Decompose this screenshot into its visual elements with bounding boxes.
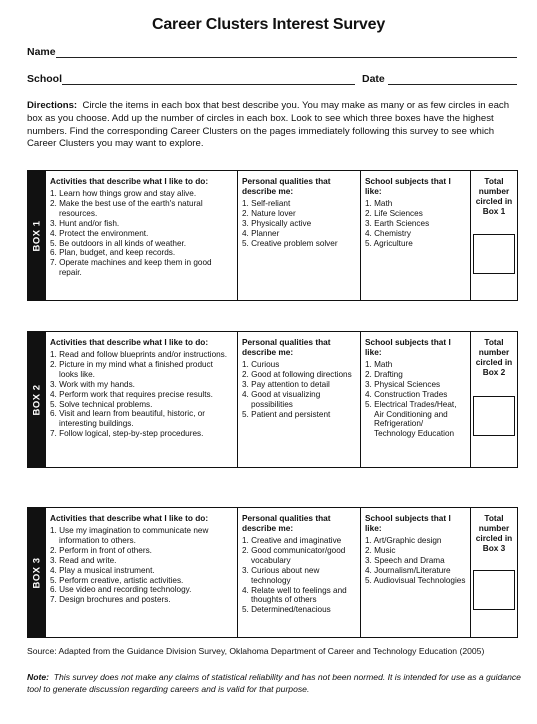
directions bbox=[27, 100, 517, 151]
subject-item[interactable]: 5. Agriculture bbox=[365, 238, 413, 248]
box-side-tab bbox=[28, 508, 45, 637]
activity-item[interactable]: 1. Read and follow blueprints and/or instructions. bbox=[50, 350, 228, 359]
quality-item[interactable]: 4. Good at visualizing possibilities bbox=[242, 389, 321, 409]
quality-item[interactable]: 3. Pay attention to detail bbox=[242, 379, 330, 389]
subject-item[interactable]: 1. Math bbox=[365, 199, 393, 208]
activity-item[interactable]: 3. Hunt and/or fish. bbox=[50, 218, 120, 228]
subjects-column bbox=[360, 171, 470, 300]
subject-item[interactable]: 1. Math bbox=[365, 360, 393, 369]
qualities-header: Personal qualities that describe me: bbox=[242, 337, 331, 357]
activity-item[interactable]: 2. Perform in front of others. bbox=[50, 545, 152, 555]
survey-box-2 bbox=[27, 331, 518, 468]
subject-item[interactable]: 5. Electrical Trades/Heat, Air Conditioning and Refrigeration/ Technology Education bbox=[365, 399, 457, 439]
activities-header: Activities that describe what I like to do: bbox=[50, 176, 209, 186]
note-label: Note: bbox=[27, 672, 49, 682]
date-field[interactable] bbox=[388, 84, 517, 85]
subjects-header: School subjects that I like: bbox=[365, 337, 451, 357]
activity-item[interactable]: 2. Picture in my mind what a finished product looks like. bbox=[50, 359, 213, 379]
name-label: Name bbox=[27, 46, 56, 58]
survey-title: Career Clusters Interest Survey bbox=[151, 16, 386, 33]
box-label: BOX 2 bbox=[31, 383, 42, 416]
subject-item[interactable]: 2. Life Sciences bbox=[365, 208, 423, 218]
total-label: Total number circled in Box 1 bbox=[475, 176, 513, 216]
name-field[interactable] bbox=[56, 57, 517, 58]
note-text: This survey does not make any claims of statistical reliability and has not been normed. It is intended for use as a guidance tool to generate discussion regarding careers and is valid for that purpose. bbox=[27, 672, 521, 694]
activity-item[interactable]: 6. Use video and recording technology. bbox=[50, 585, 192, 595]
subjects-header: School subjects that I like: bbox=[365, 513, 451, 533]
activity-item[interactable]: 5. Perform creative, artistic activities. bbox=[50, 575, 184, 585]
quality-item[interactable]: 1. Creative and imaginative bbox=[242, 536, 342, 545]
total-column bbox=[470, 508, 517, 637]
activity-item[interactable]: 4. Play a musical instrument. bbox=[50, 565, 155, 575]
total-label: Total number circled in Box 2 bbox=[475, 337, 513, 377]
box-side-tab bbox=[28, 332, 45, 467]
subject-item[interactable]: 3. Physical Sciences bbox=[365, 379, 441, 389]
activities-column bbox=[45, 332, 237, 467]
activity-item[interactable]: 3. Work with my hands. bbox=[50, 379, 135, 389]
directions-text: Circle the items in each box that best describe you. You may make as many or as few circles in each box as you choose. Add up the number of circles in each box. Look to see which three boxes have the highest numbers. Find the corresponding Career Clusters on the pages immediately following this survey to see which Career Clusters you may want to explore. bbox=[27, 100, 510, 150]
total-label: Total number circled in Box 3 bbox=[475, 513, 513, 553]
quality-item[interactable]: 5. Creative problem solver bbox=[242, 238, 338, 248]
total-input-box[interactable] bbox=[473, 396, 515, 436]
activity-item[interactable]: 7. Operate machines and keep them in good repair. bbox=[50, 258, 212, 278]
activity-item[interactable]: 5. Be outdoors in all kinds of weather. bbox=[50, 238, 187, 248]
activity-item[interactable]: 2. Make the best use of the earth's natural resources. bbox=[50, 198, 203, 218]
disclaimer-note bbox=[27, 672, 522, 695]
activity-item[interactable]: 3. Read and write. bbox=[50, 555, 117, 565]
activity-item[interactable]: 4. Protect the environment. bbox=[50, 228, 149, 238]
activities-header: Activities that describe what I like to do: bbox=[50, 513, 209, 523]
qualities-column bbox=[237, 332, 360, 467]
quality-item[interactable]: 5. Determined/tenacious bbox=[242, 605, 331, 615]
box-label: BOX 1 bbox=[31, 219, 42, 252]
subject-item[interactable]: 1. Art/Graphic design bbox=[365, 536, 442, 545]
activity-item[interactable]: 6. Visit and learn from beautiful, historic, or interesting buildings. bbox=[50, 409, 206, 429]
subject-item[interactable]: 4. Construction Trades bbox=[365, 389, 448, 399]
activities-header: Activities that describe what I like to do: bbox=[50, 337, 209, 347]
survey-box-3 bbox=[27, 507, 518, 638]
total-input-box[interactable] bbox=[473, 570, 515, 610]
survey-box-1 bbox=[27, 170, 518, 301]
subjects-column bbox=[360, 332, 470, 467]
activity-item[interactable]: 7. Design brochures and posters. bbox=[50, 595, 171, 605]
total-input-box[interactable] bbox=[473, 234, 515, 274]
subject-item[interactable]: 3. Earth Sciences bbox=[365, 218, 430, 228]
qualities-column bbox=[237, 171, 360, 300]
quality-item[interactable]: 4. Planner bbox=[242, 228, 280, 238]
quality-item[interactable]: 5. Patient and persistent bbox=[242, 409, 331, 419]
subject-item[interactable]: 2. Drafting bbox=[365, 369, 403, 379]
qualities-header: Personal qualities that describe me: bbox=[242, 176, 331, 196]
subjects-header: School subjects that I like: bbox=[365, 176, 451, 196]
activity-item[interactable]: 4. Perform work that requires precise results. bbox=[50, 389, 213, 399]
quality-item[interactable]: 2. Good at following directions bbox=[242, 369, 352, 379]
activity-item[interactable]: 7. Follow logical, step-by-step procedures. bbox=[50, 429, 204, 439]
school-field[interactable] bbox=[62, 84, 355, 85]
school-label: School bbox=[27, 73, 63, 85]
total-column bbox=[470, 171, 517, 300]
box-side-tab bbox=[28, 171, 45, 300]
box-label: BOX 3 bbox=[31, 556, 42, 589]
date-label: Date bbox=[362, 73, 385, 85]
activities-column bbox=[45, 508, 237, 637]
quality-item[interactable]: 2. Nature lover bbox=[242, 208, 296, 218]
subject-item[interactable]: 5. Audiovisual Technologies bbox=[365, 575, 466, 585]
qualities-column bbox=[237, 508, 360, 637]
activity-item[interactable]: 5. Solve technical problems. bbox=[50, 399, 153, 409]
activity-item[interactable]: 1. Use my imagination to communicate new information to others. bbox=[50, 526, 209, 545]
activity-item[interactable]: 1. Learn how things grow and stay alive. bbox=[50, 189, 197, 198]
subjects-column bbox=[360, 508, 470, 637]
quality-item[interactable]: 2. Good communicator/good vocabulary bbox=[242, 545, 346, 565]
subject-item[interactable]: 3. Speech and Drama bbox=[365, 555, 445, 565]
quality-item[interactable]: 3. Physically active bbox=[242, 218, 312, 228]
subject-item[interactable]: 2. Music bbox=[365, 545, 396, 555]
activities-column bbox=[45, 171, 237, 300]
quality-item[interactable]: 1. Curious bbox=[242, 360, 280, 369]
directions-label: Directions: bbox=[27, 100, 78, 111]
subject-item[interactable]: 4. Chemistry bbox=[365, 228, 411, 238]
activity-item[interactable]: 6. Plan, budget, and keep records. bbox=[50, 248, 176, 258]
quality-item[interactable]: 4. Relate well to feelings and thoughts of others bbox=[242, 585, 347, 605]
subject-item[interactable]: 4. Journalism/Literature bbox=[365, 565, 451, 575]
quality-item[interactable]: 3. Curious about new technology bbox=[242, 565, 320, 585]
source-citation: Source: Adapted from the Guidance Division Survey, Oklahoma Department of Career and Technology Education (2005) bbox=[27, 646, 485, 656]
quality-item[interactable]: 1. Self-reliant bbox=[242, 199, 291, 208]
total-column bbox=[470, 332, 517, 467]
qualities-header: Personal qualities that describe me: bbox=[242, 513, 331, 533]
